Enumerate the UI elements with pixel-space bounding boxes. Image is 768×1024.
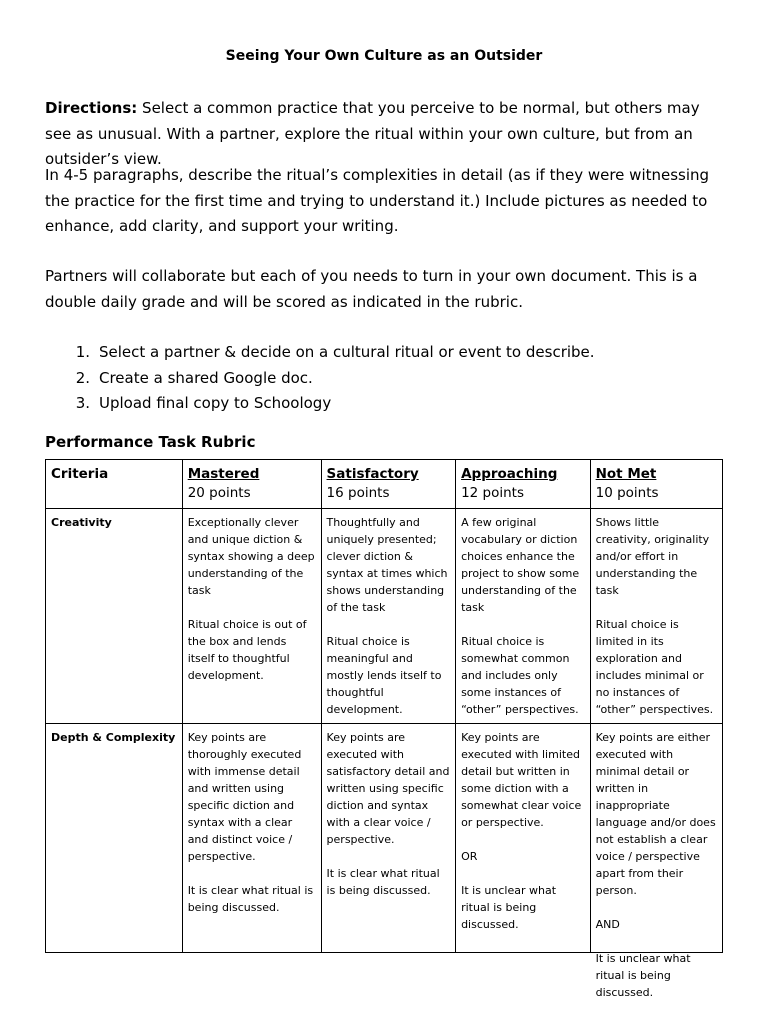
rubric-table	[45, 459, 723, 999]
step-number: 3.	[75, 394, 90, 412]
step-text: Upload final copy to Schoology	[99, 394, 332, 412]
cell-text: Shows little creativity, originality and/or effort in understanding the task Ritual choice is limited in its exploration and includes minimal or no instances of “other” perspectives.	[595, 516, 714, 716]
step-number: 1.	[75, 343, 90, 361]
rubric-cell	[182, 724, 321, 953]
cell-text: Key points are either executed with minimal detail or written in inappropriate language and/or does not establish a clear voice / perspective apart from their person. AND It is unclear what ritual is being discussed.	[595, 731, 716, 999]
rubric-cell	[321, 724, 456, 953]
rubric-cell	[456, 724, 591, 953]
criterion-name: Creativity	[51, 516, 112, 529]
rubric-header-row	[46, 460, 723, 509]
cell-text: Thoughtfully and uniquely presented; clever diction & syntax at times which shows understanding of the task Ritual choice is meaningful and mostly lends itself to thoughtful development.	[326, 516, 448, 716]
level-header-satisfactory	[321, 460, 456, 509]
collaboration-paragraph: Partners will collaborate but each of you needs to turn in your own document. This is a double daily grade and will be scored as indicated in the rubric.	[45, 267, 698, 311]
rubric-row-depth-complexity	[46, 724, 723, 953]
rubric-cell	[456, 509, 591, 724]
directions-paragraph	[45, 96, 725, 173]
criteria-header: Criteria	[46, 460, 183, 509]
directions-label: Directions:	[45, 99, 138, 117]
step-text: Create a shared Google doc.	[99, 368, 313, 387]
level-points: 16 points	[326, 485, 390, 501]
criterion-cell	[46, 509, 183, 724]
level-points: 10 points	[595, 485, 659, 501]
step-number: 2.	[75, 368, 90, 387]
rubric-cell	[590, 724, 722, 999]
level-points: 20 points	[187, 485, 251, 501]
step-item	[45, 391, 725, 417]
steps-list	[45, 340, 725, 417]
cell-text: Key points are executed with limited detail but written in some diction with a somewhat clear voice or perspective. OR It is unclear what ritual is being discussed.	[461, 731, 582, 931]
level-name: Approaching	[461, 466, 558, 482]
rubric-title: Performance Task Rubric	[45, 433, 256, 451]
step-item	[45, 340, 725, 366]
cell-text: Exceptionally clever and unique diction & syntax showing a deep understanding of the task Ritual choice is out of the box and lends itself to thoughtful development.	[187, 516, 315, 682]
step-text: Select a partner & decide on a cultural ritual or event to describe.	[99, 343, 595, 361]
cell-text: Key points are executed with satisfactory detail and written using specific diction and syntax with a clear voice / perspective. It is clear what ritual is being discussed.	[326, 731, 450, 897]
cell-text: A few original vocabulary or diction choices enhance the project to show some understanding of the task Ritual choice is somewhat common and includes only some instances of “other” perspectives.	[461, 516, 580, 716]
level-points: 12 points	[461, 485, 525, 501]
rubric-cell	[321, 509, 456, 724]
level-name: Not Met	[595, 466, 657, 482]
level-header-mastered	[182, 460, 321, 509]
level-header-not-met	[590, 460, 722, 509]
document-title: Seeing Your Own Culture as an Outsider	[225, 48, 543, 64]
level-name: Satisfactory	[326, 466, 419, 482]
criterion-cell	[46, 724, 183, 953]
criterion-name: Depth & Complexity	[51, 731, 176, 744]
cell-text: Key points are thoroughly executed with immense detail and written using specific diction and syntax with a clear and distinct voice / perspective. It is clear what ritual is being discussed.	[187, 731, 314, 914]
level-name: Mastered	[187, 466, 260, 482]
rubric-row-creativity	[46, 509, 723, 724]
rubric-cell	[182, 509, 321, 724]
instructions-paragraph: In 4-5 paragraphs, describe the ritual’s complexities in detail (as if they were witnessing the practice for the first time and trying to understand it.) Include pictures as needed to enhance, add clarity, and support your writing.	[45, 166, 710, 235]
rubric-cell	[590, 509, 722, 724]
level-header-approaching	[456, 460, 591, 509]
step-item	[45, 366, 725, 392]
directions-text: Select a common practice that you perceive to be normal, but others may see as unusual. With a partner, explore the ritual within your own culture, but from an outsider’s view.	[45, 99, 700, 168]
